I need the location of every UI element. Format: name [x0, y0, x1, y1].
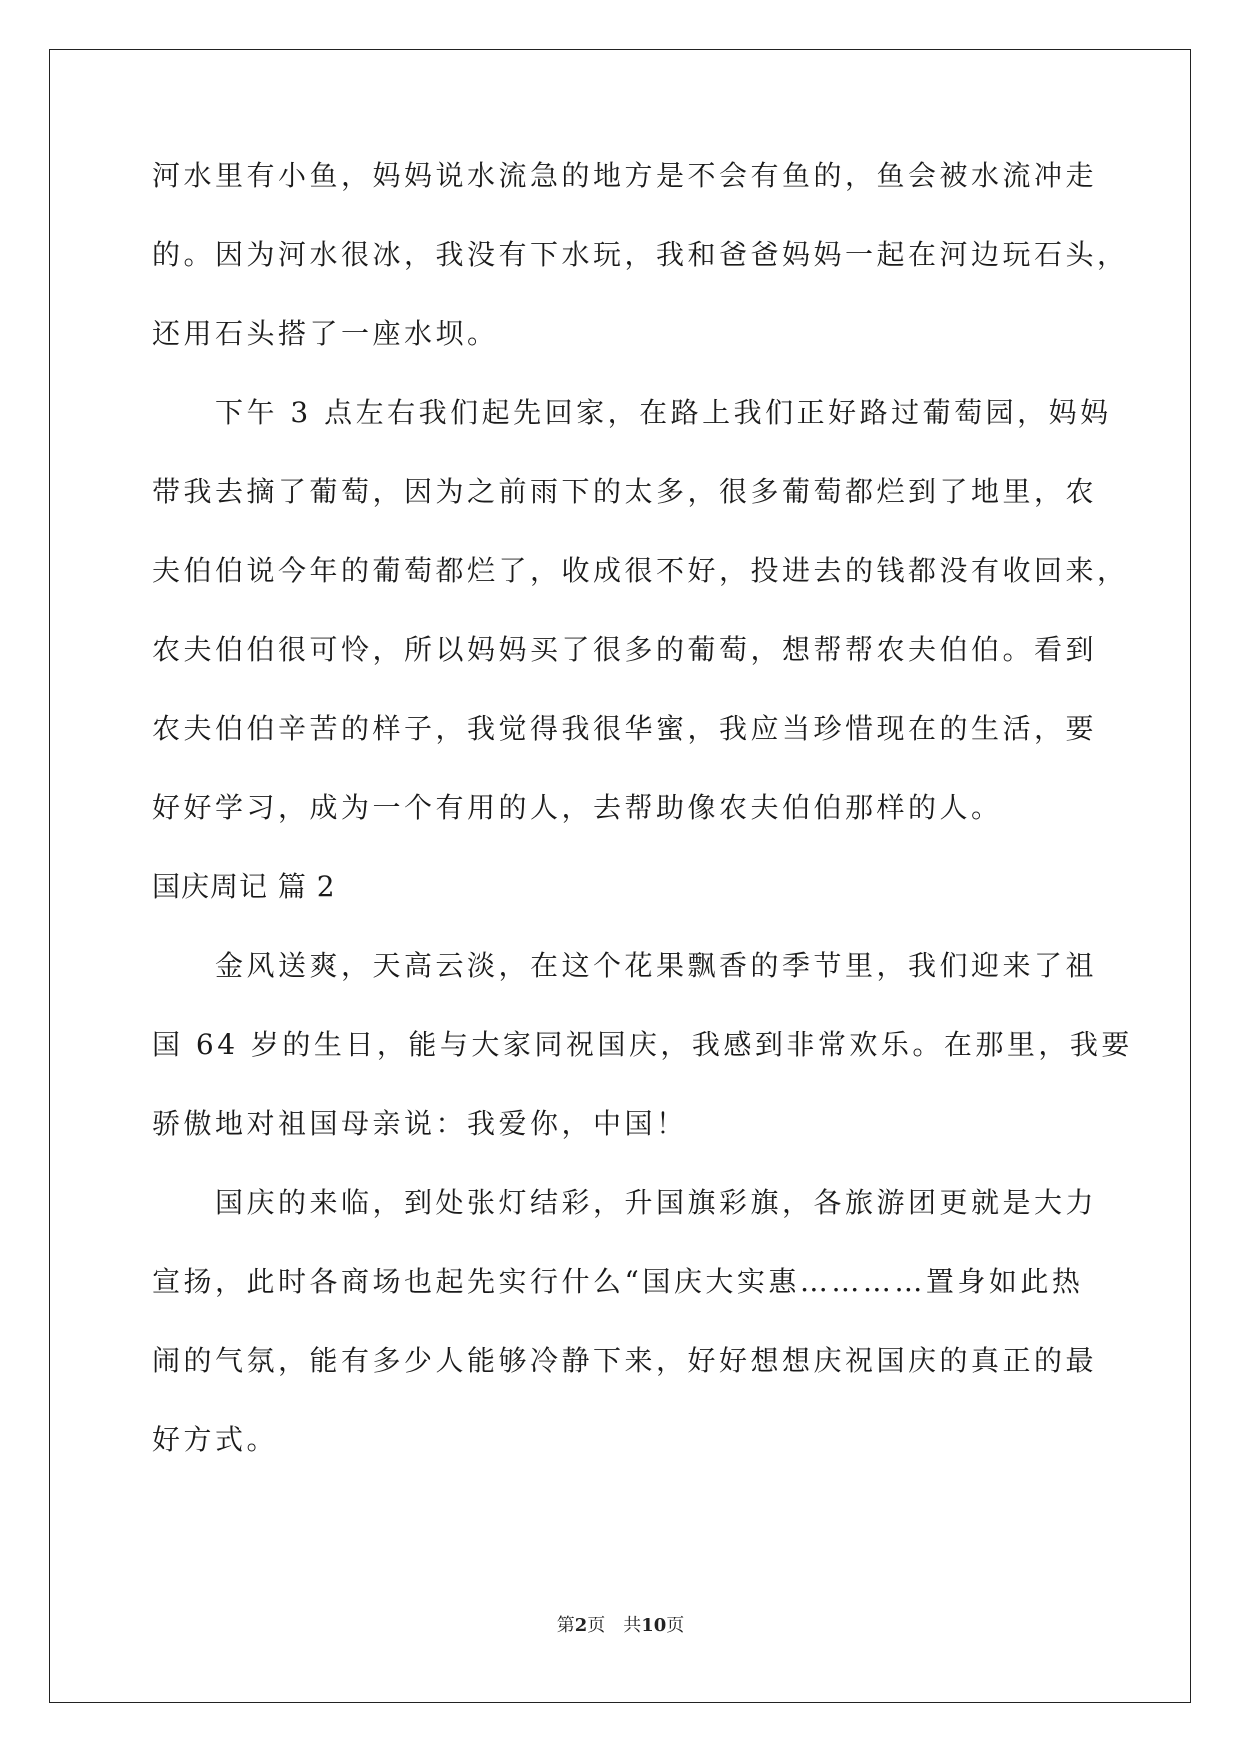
text-line: 好好学习，成为一个有用的人，去帮助像农夫伯伯那样的人。 — [152, 791, 1003, 824]
page-suffix: 页 — [587, 1615, 606, 1636]
total-suffix: 页 — [666, 1615, 685, 1636]
text-line: 夫伯伯说今年的葡萄都烂了，收成很不好，投进去的钱都没有收回来， — [152, 554, 1129, 587]
text-line: 河水里有小鱼，妈妈说水流急的地方是不会有鱼的，鱼会被水流冲走 — [152, 159, 1098, 192]
text-line: 农夫伯伯辛苦的样子，我觉得我很华蜜，我应当珍惜现在的生活，要 — [152, 712, 1098, 745]
paragraph-start-line: 国庆的来临，到处张灯结彩，升国旗彩旗，各旅游团更就是大力 — [152, 1186, 1098, 1219]
text-line: 好方式。 — [152, 1423, 279, 1456]
paragraph-start-line: 金风送爽，天高云淡，在这个花果飘香的季节里，我们迎来了祖 — [152, 949, 1098, 982]
page-footer — [0, 1614, 1241, 1638]
text-line: 带我去摘了葡萄，因为之前雨下的太多，很多葡萄都烂到了地里，农 — [152, 475, 1098, 508]
text-line: 闹的气氛，能有多少人能够冷静下来，好好想想庆祝国庆的真正的最 — [152, 1344, 1098, 1377]
total-prefix: 共 — [623, 1615, 642, 1636]
text-line: 的。因为河水很冰，我没有下水玩，我和爸爸妈妈一起在河边玩石头， — [152, 238, 1129, 271]
document-body — [152, 158, 1133, 1501]
total-pages: 10 — [641, 1615, 667, 1636]
section-heading: 国庆周记 篇 2 — [152, 870, 336, 903]
text-line: 宣扬，此时各商场也起先实行什么“国庆大实惠…………置身如此热 — [152, 1265, 1084, 1298]
paragraph-start-line: 下午 3 点左右我们起先回家，在路上我们正好路过葡萄园，妈妈 — [152, 396, 1112, 429]
text-line: 国 64 岁的生日，能与大家同祝国庆，我感到非常欢乐。在那里，我要 — [152, 1028, 1133, 1061]
page-prefix: 第 — [556, 1615, 575, 1636]
text-line: 还用石头搭了一座水坝。 — [152, 317, 499, 350]
text-line: 骄傲地对祖国母亲说：我爱你，中国！ — [152, 1107, 688, 1140]
page-number: 2 — [574, 1615, 588, 1636]
text-line: 农夫伯伯很可怜，所以妈妈买了很多的葡萄，想帮帮农夫伯伯。看到 — [152, 633, 1098, 666]
